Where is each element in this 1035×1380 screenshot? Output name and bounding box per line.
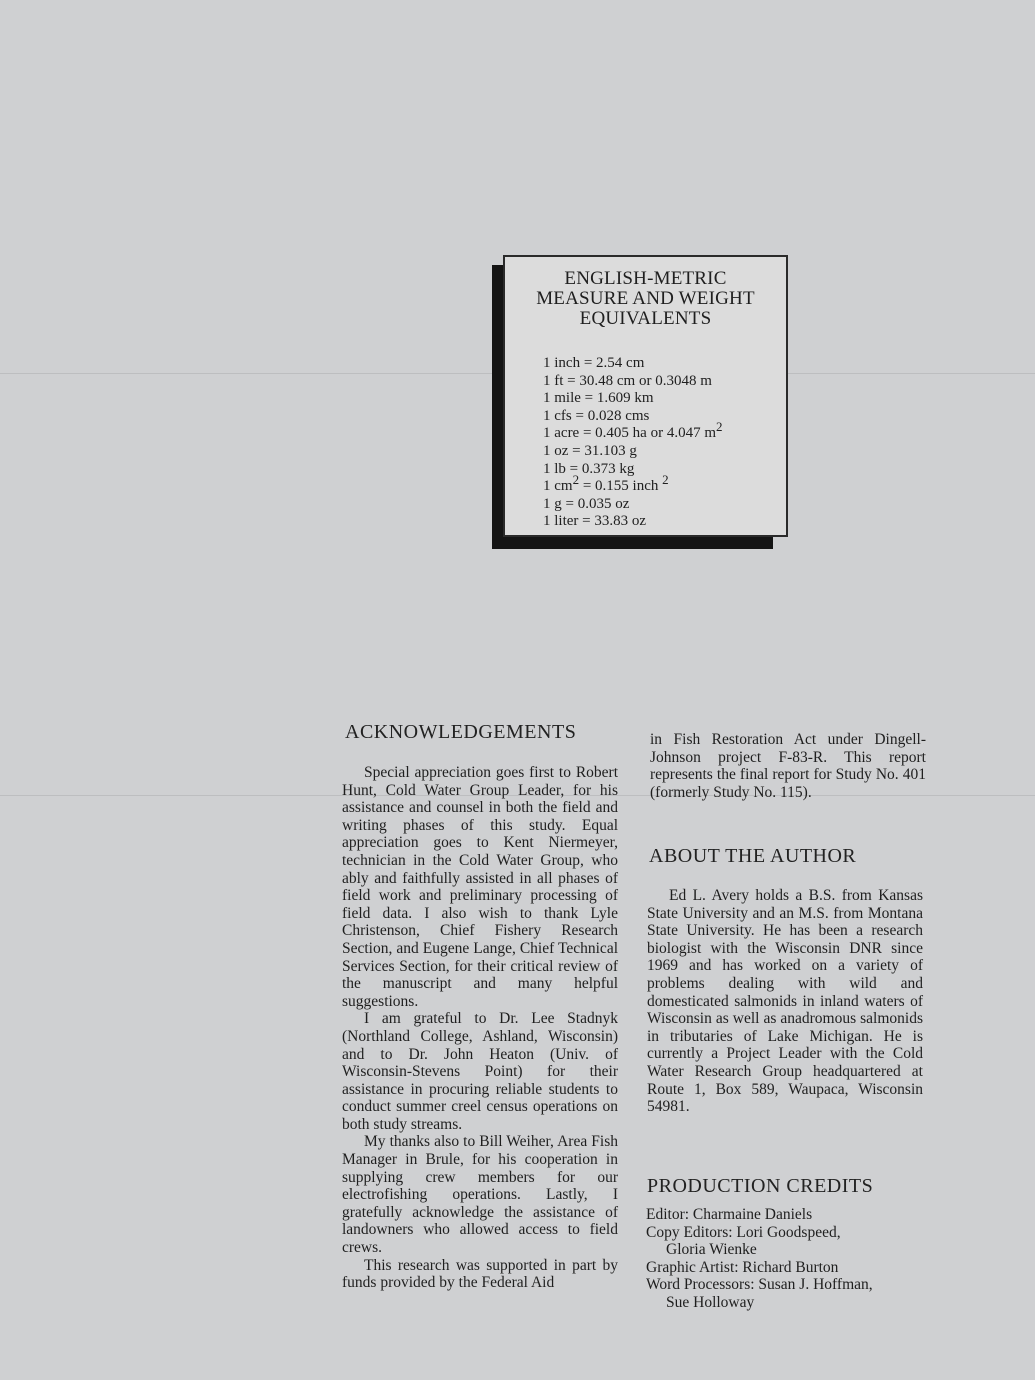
equivalent-item: 1 inch = 2.54 cm [543,355,645,371]
equivalent-item: 1 mile = 1.609 km [543,390,654,407]
credit-line: Copy Editors: Lori Goodspeed, [646,1223,841,1241]
equivalents-title-line: EQUIVALENTS [579,308,712,329]
credit-line: Graphic Artist: Richard Burton [646,1258,839,1276]
equivalents-list [543,355,786,531]
credit-line: Word Processors: Susan J. Hoffman, [646,1276,873,1294]
acknowledgements-paragraph: This research was supported in part by funds provided by the Federal Aid [342,1256,618,1292]
credit-line: Editor: Charmaine Daniels [646,1206,813,1223]
acknowledgements-paragraph: My thanks also to Bill Weiher, Area Fish Manager in Brule, for his cooperation in supplying crew members for our electrofishing operations. Lastly, I gratefully acknowledge the assistance of landowners who allowed access to field crews. [342,1133,618,1257]
acknowledgements-heading: ACKNOWLEDGEMENTS [345,721,577,743]
equivalents-box [503,255,788,537]
credit-line: Gloria Wienke [666,1241,757,1259]
about-author-body [647,887,923,1116]
equivalent-item: 1 liter = 33.83 oz [543,513,647,530]
equivalent-item: 1 ft = 30.48 cm or 0.3048 m [543,372,712,389]
credit-line: Sue Holloway [666,1293,755,1311]
equivalent-item: 1 oz = 31.103 g [543,442,637,459]
equivalents-title-line: MEASURE AND WEIGHT [536,288,755,309]
about-author-text: Ed L. Avery holds a B.S. from Kansas State University and an M.S. from Montana State University. He has been a research biologist with the Wisconsin DNR since 1969 and has worked on a variety of problems dealing with wild and domesticated salmonids in inland waters of Wisconsin as well as anadromous salmonids in tributaries of Lake Michigan. He is currently a Project Leader with the Cold Water Research Group headquartered at Route 1, Box 589, Waupaca, Wisconsin 54981. [647,887,923,1116]
production-credits-heading: PRODUCTION CREDITS [647,1175,874,1197]
acknowledgements-continuation-text: in Fish Restoration Act under Dingell-Johnson project F-83-R. This report represents the final report for Study No. 401 (formerly Study No. 115). [650,731,926,801]
equivalent-item: 1 $cm^2 = 0.155$ inch $^2$ [543,472,669,495]
equivalent-item: 1 g = 0.035 oz [543,495,630,512]
acknowledgements-paragraph: Special appreciation goes first to Robert Hunt, Cold Water Group Leader, for his assistance and counsel in both the field and writing phases of this study. Equal appreciation goes to Kent Niermeyer, technician in the Cold Water Group, who ably and faithfully assisted in all phases of field work and preliminary processing of field data. I also wish to thank Lyle Christenson, Chief Fishery Research Section, and Eugene Lange, Chief Technical Services Section, for their critical review of the manuscript and many helpful suggestions. [342,764,618,1010]
equivalent-item: 1 acre = 0.405 ha or 4.047 $m^2$ [543,419,723,442]
equivalents-title [505,269,786,329]
acknowledgements-body [342,764,618,1292]
about-author-heading: ABOUT THE AUTHOR [649,845,857,867]
acknowledgements-continuation [650,731,926,801]
equivalent-item: 1 lb = 0.373 kg [543,460,635,477]
production-credits-list [646,1206,946,1312]
equivalent-item: 1 cfs = 0.028 cms [543,407,650,424]
equivalents-title-line: ENGLISH-METRIC [564,268,727,289]
acknowledgements-paragraph: I am grateful to Dr. Lee Stadnyk (Northland College, Ashland, Wisconsin) and to Dr. John Heaton (Univ. of Wisconsin-Stevens Point) for their assistance in procuring reliable students to conduct summer creel census operations on both study streams. [342,1010,618,1133]
